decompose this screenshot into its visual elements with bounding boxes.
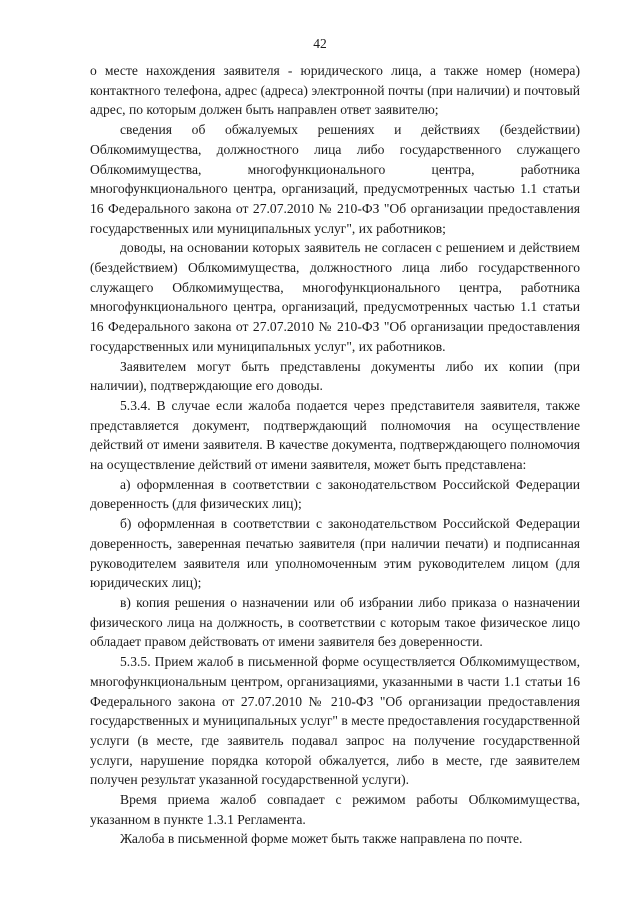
paragraph-5-3-5: 5.3.5. Прием жалоб в письменной форме осуществляется Облкомимуществом, многофункциональным центром, организациями, указанными в части 1.1 статьи 16 Федерального закона от 27.07.2010 № 210-ФЗ "Об организации предоставления государственных и муниципальных услуг" в месте предоставления государственной услуги (в месте, где заявитель подавал запрос на получение государственной услуги, нарушение порядка которой обжалуется, либо в месте, где заявителем получен результат указанной государственной услуги).: [90, 654, 580, 788]
paragraph-arguments: доводы, на основании которых заявитель не согласен с решением и действием (бездействием) Облкомимущества, должностного лица либо государственного служащего Облкомимущества, многофункционального центра, работника многофункционального центра, организаций, предусмотренных частью 1.1 статьи 16 Федерального закона от 27.07.2010 № 210-ФЗ "Об организации предоставления государственных или муниципальных услуг", их работников.: [90, 240, 580, 354]
document-body: [90, 61, 580, 849]
paragraph-postal-submission: Жалоба в письменной форме может быть также направлена по почте.: [120, 831, 523, 847]
paragraph-5-3-4: 5.3.4. В случае если жалоба подается через представителя заявителя, также представляется документ, подтверждающий полномочия на осуществление действий от имени заявителя. В качестве документа, подтверждающего полномочия на осуществление действий от имени заявителя, может быть представлена:: [90, 397, 580, 473]
page-number: 42: [313, 36, 327, 51]
paragraph-item-b: б) оформленная в соответствии с законодательством Российской Федерации доверенность, заверенная печатью заявителя (при наличии печати) и подписанная руководителем заявителя или уполномоченным этим руководителем лицом (для юридических лиц);: [90, 516, 580, 591]
paragraph-item-a: а) оформленная в соответствии с законодательством Российской Федерации доверенность (для физических лиц);: [90, 476, 580, 512]
paragraph-item-v: в) копия решения о назначении или об избрании либо приказа о назначении физического лица на должность, в соответствии с которым такое физическое лицо обладает правом действовать от имени заявителя без доверенности.: [90, 594, 580, 650]
paragraph-supporting-documents: Заявителем могут быть представлены документы либо их копии (при наличии), подтверждающие его доводы.: [90, 358, 580, 394]
paragraph-reception-hours: Время приема жалоб совпадает с режимом работы Облкомимущества, указанном в пункте 1.3.1 Регламента.: [90, 792, 580, 827]
paragraph-appealed-decisions: сведения об обжалуемых решениях и действиях (бездействии) Облкомимущества, должностного лица либо государственного служащего Облкомимущества, многофункционального центра, работника многофункционального центра, организаций, предусмотренных частью 1.1 статьи 16 Федерального закона от 27.07.2010 № 210-ФЗ "Об организации предоставления государственных или муниципальных услуг", их работников;: [90, 122, 580, 236]
paragraph-applicant-address: о месте нахождения заявителя - юридического лица, а также номер (номера) контактного телефона, адрес (адреса) электронной почты (при наличии) и почтовый адрес, по которым должен быть направлен ответ заявителю;: [90, 63, 580, 118]
